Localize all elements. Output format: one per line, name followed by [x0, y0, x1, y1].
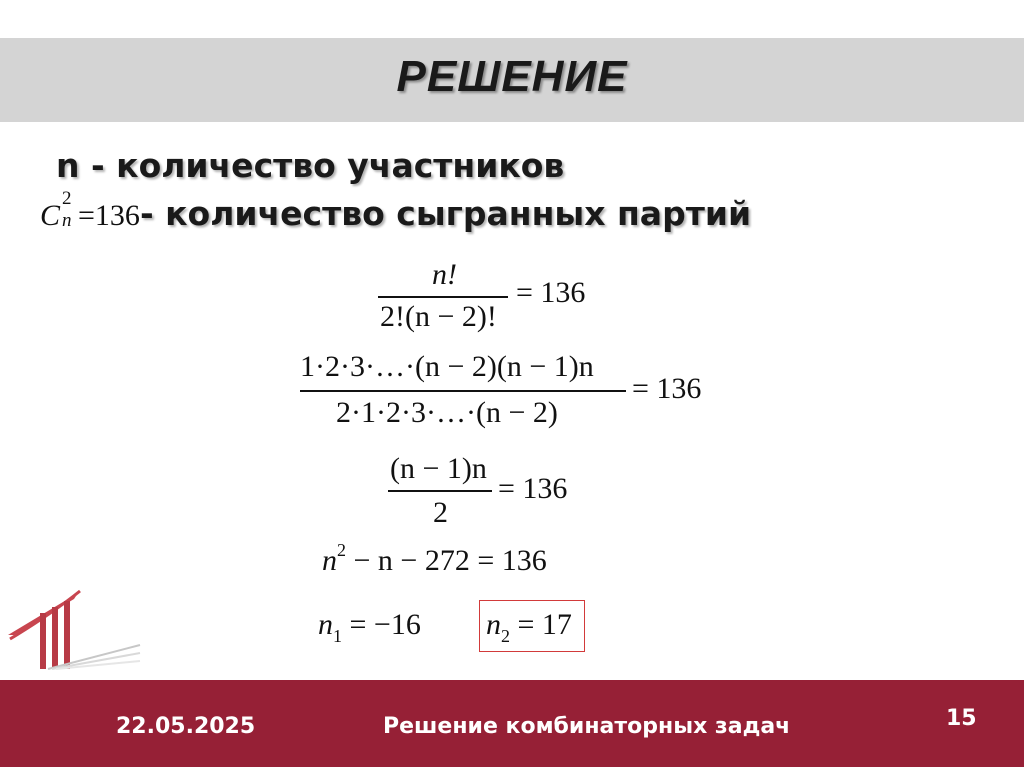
root1-var: n [318, 608, 333, 641]
combination-sub: n [62, 210, 72, 231]
combination-sup: 2 [62, 188, 72, 209]
eq3-rhs: = 136 [498, 472, 568, 505]
eq1-fraction-bar [378, 296, 508, 298]
eq4 [322, 540, 547, 578]
root1-sub: 1 [333, 626, 342, 646]
combination-indices [60, 188, 78, 231]
eq2-numerator: 1·2·3·…·(n − 2)(n − 1)n [300, 350, 594, 383]
definition-n: n - количество участников [56, 146, 565, 185]
root2-sub: 2 [501, 626, 510, 646]
eq2-rhs: = 136 [632, 372, 702, 405]
combination-base: C [40, 199, 61, 232]
eq1-denominator: 2!(n − 2)! [380, 300, 497, 333]
root2 [486, 608, 572, 646]
eq3-fraction-bar [388, 490, 492, 492]
definition-combination-text: - количество сыгранных партий [139, 194, 752, 233]
root1-rhs: = −16 [342, 608, 421, 641]
eq3-numerator: (n − 1)n [390, 452, 487, 485]
root2-rhs: = 17 [510, 608, 572, 641]
definition-combination [40, 188, 752, 233]
footer-date: 22.05.2025 [116, 714, 256, 739]
eq4-sup: 2 [337, 540, 346, 560]
eq4-lead: n [322, 544, 337, 577]
eq4-rest: − n − 272 = 136 [346, 544, 547, 577]
eq1-rhs: = 136 [516, 276, 586, 309]
root1 [318, 608, 421, 646]
university-logo-icon [0, 575, 150, 675]
eq3-denominator: 2 [433, 496, 448, 529]
eq1-numerator: n! [432, 258, 457, 291]
footer-title: Решение комбинаторных задач [383, 714, 791, 739]
slide-title: РЕШЕНИЕ [396, 52, 628, 101]
eq2-denominator: 2·1·2·3·…·(n − 2) [336, 396, 558, 429]
page-number: 15 [946, 706, 977, 731]
combination-rhs: =136 [78, 199, 140, 232]
root2-var: n [486, 608, 501, 641]
eq2-fraction-bar [300, 390, 626, 392]
